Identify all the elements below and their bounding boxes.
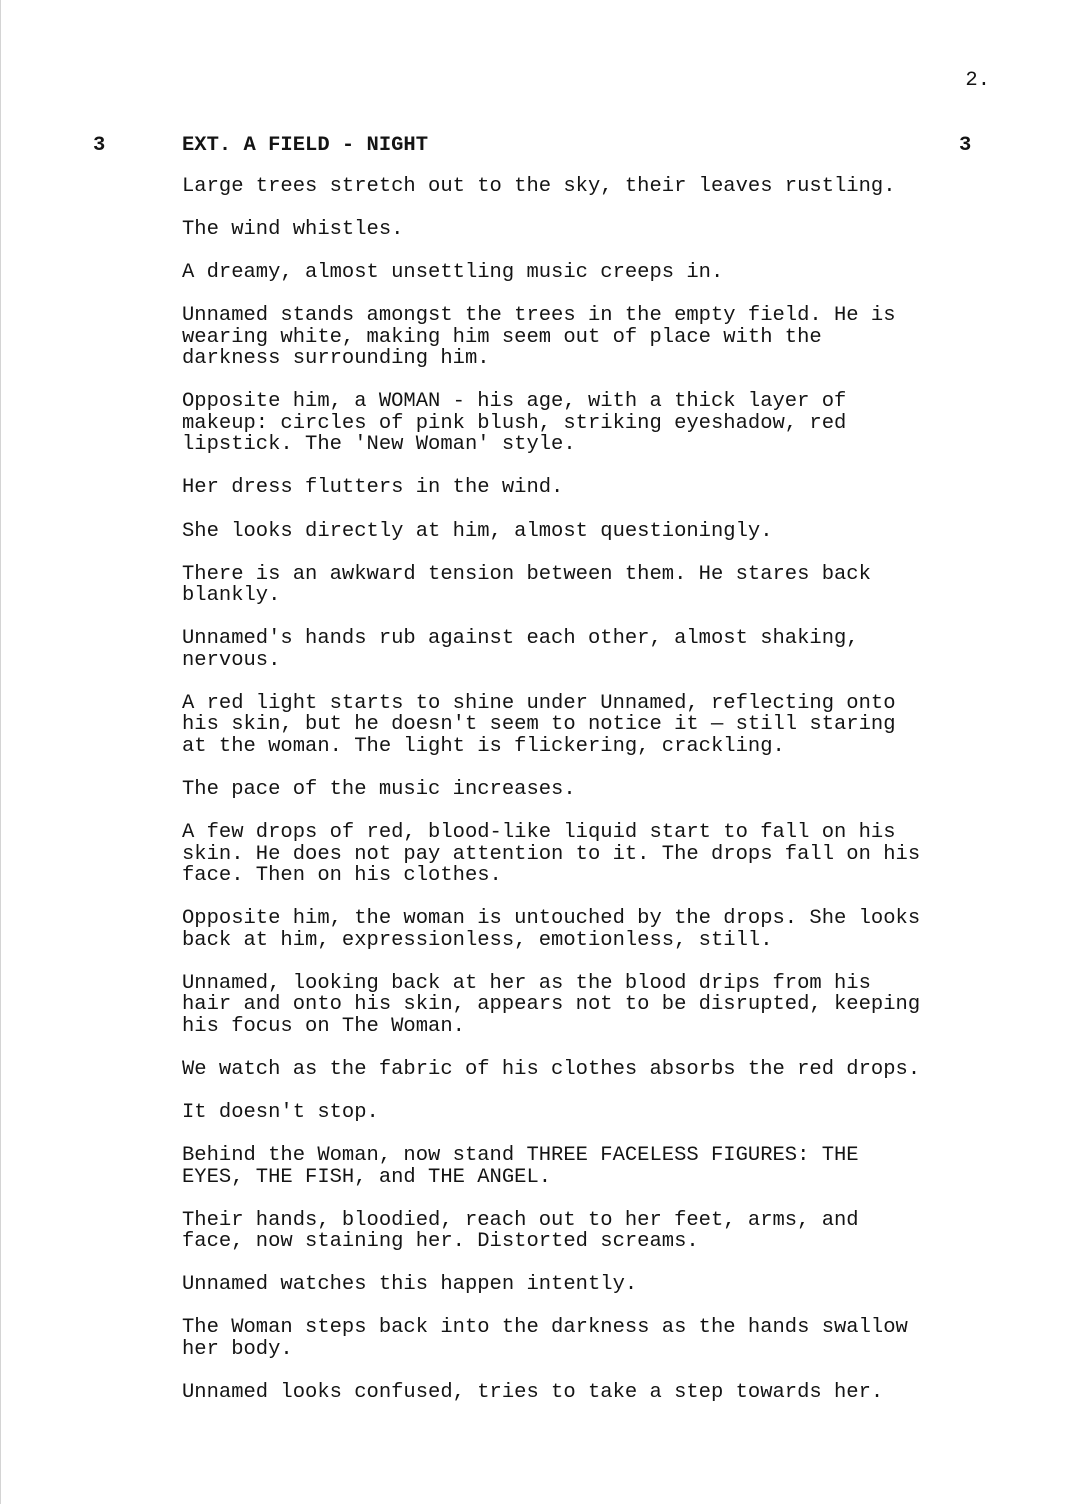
action-paragraph: There is an awkward tension between them. He stares back blankly.	[182, 562, 871, 608]
action-paragraph: The pace of the music increases.	[182, 777, 576, 801]
scene-heading	[1, 133, 1066, 159]
action-paragraph: Unnamed watches this happen intently.	[182, 1273, 638, 1297]
action-paragraph: Her dress flutters in the wind.	[182, 476, 564, 500]
action-paragraph: Behind the Woman, now stand THREE FACELESS FIGURES: THE EYES, THE FISH, and THE ANGEL.	[182, 1144, 859, 1189]
scene-number-left: 3	[93, 134, 106, 157]
scene-number-right: 3	[959, 134, 972, 157]
action-paragraph: A dreamy, almost unsettling music creeps in.	[182, 261, 724, 285]
action-paragraph: A few drops of red, blood-like liquid start to fall on his skin. He does not pay attention to it. The drops fall on his face. Then on his clothes.	[182, 821, 921, 888]
action-paragraph: Their hands, bloodied, reach out to her feet, arms, and face, now staining her. Distorted screams.	[182, 1208, 859, 1254]
page-number: 2.	[965, 69, 990, 92]
action-paragraph: Unnamed looks confused, tries to take a step towards her.	[182, 1380, 884, 1404]
action-paragraph: It doesn't stop.	[182, 1100, 379, 1124]
scene-slugline: EXT. A FIELD - NIGHT	[182, 134, 429, 157]
action-paragraph: We watch as the fabric of his clothes absorbs the red drops.	[182, 1057, 921, 1081]
action-block	[182, 176, 982, 1425]
action-paragraph: Large trees stretch out to the sky, their leaves rustling.	[182, 175, 896, 198]
action-paragraph: Opposite him, a WOMAN - his age, with a thick layer of makeup: circles of pink blush, striking eyeshadow, red lipstick. The 'New Woman' style.	[182, 390, 847, 457]
action-paragraph: Unnamed's hands rub against each other, almost shaking, nervous.	[182, 627, 859, 672]
action-paragraph: Unnamed stands amongst the trees in the empty field. He is wearing white, making him seem out of place with the darkness surrounding him.	[182, 304, 896, 371]
action-paragraph: The Woman steps back into the darkness as the hands swallow her body.	[182, 1316, 908, 1361]
action-paragraph: Unnamed, looking back at her as the blood drips from his hair and onto his skin, appears not to be disrupted, keeping his focus on The Woman.	[182, 971, 921, 1038]
action-paragraph: A red light starts to shine under Unnamed, reflecting onto his skin, but he doesn't seem to notice it — still staring at the woman. The light is flickering, crackling.	[182, 691, 896, 758]
action-paragraph: Opposite him, the woman is untouched by the drops. She looks back at him, expressionless, emotionless, still.	[182, 907, 921, 952]
action-paragraph: She looks directly at him, almost questioningly.	[182, 519, 773, 543]
action-paragraph: The wind whistles.	[182, 218, 404, 242]
